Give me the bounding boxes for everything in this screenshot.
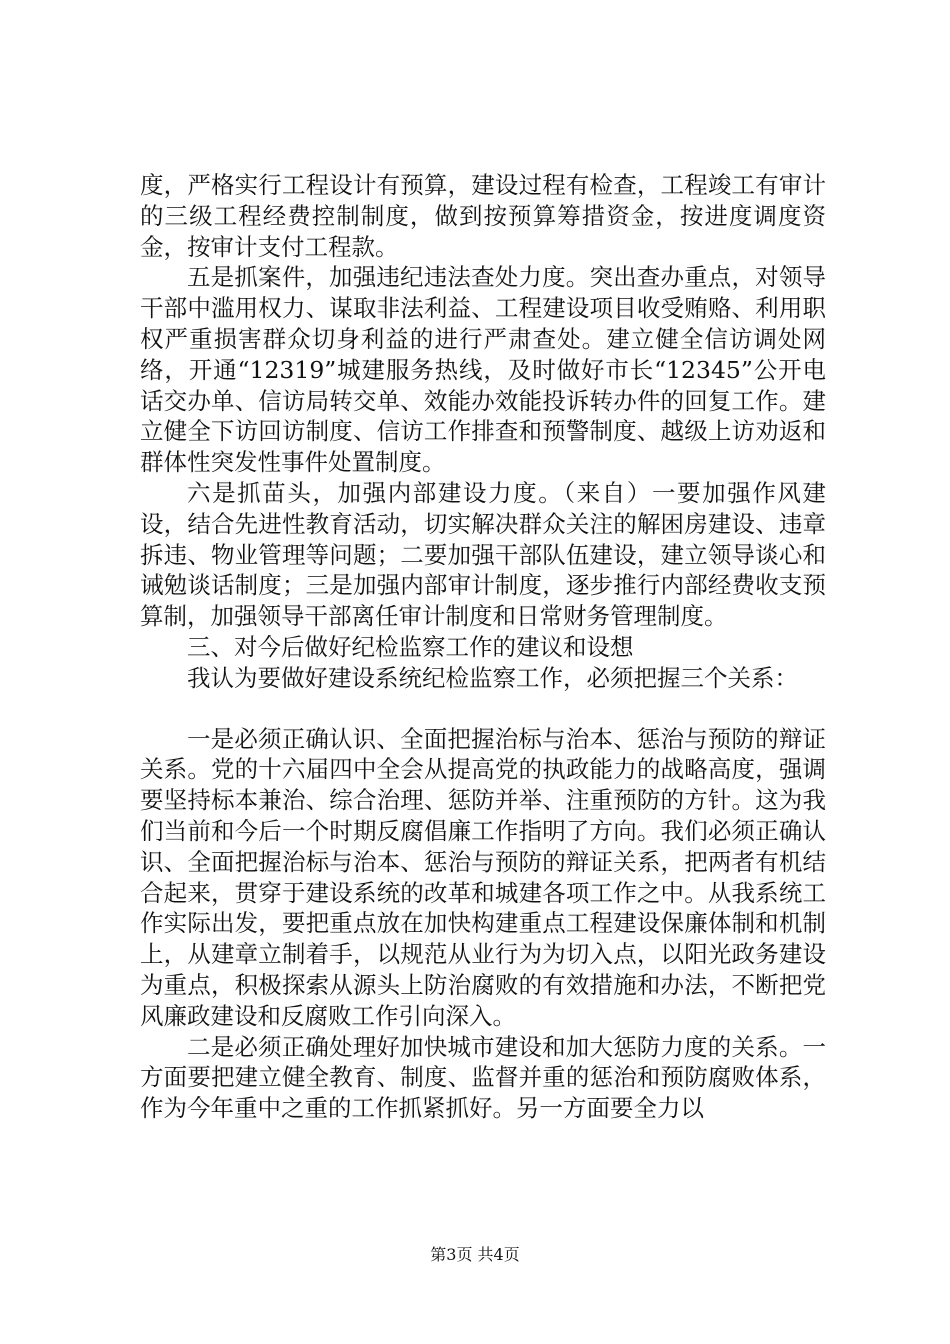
page-number-footer: 第3页 共4页: [430, 1245, 520, 1264]
paragraph-gap: [140, 694, 826, 724]
paragraph-continuation: 度，严格实行工程设计有预算，建设过程有检查，工程竣工有审计的三级工程经费控制制度，做到按预算筹措资金，按进度调度资金，按审计支付工程款。: [140, 171, 826, 261]
paragraph-relation-one: 一是必须正确认识、全面把握治标与治本、惩治与预防的辩证关系。党的十六届四中全会从提高党的执政能力的战略高度，强调要坚持标本兼治、综合治理、惩防并举、注重预防的方针。这为我们当前和今后一个时期反腐倡廉工作指明了方向。我们必须正确认识、全面把握治标与治本、惩治与预防的辩证关系，把两者有机结合起来，贯穿于建设系统的改革和城建各项工作之中。从我系统工作实际出发，要把重点放在加快构建重点工程建设保廉体制和机制上，从建章立制着手，以规范从业行为为切入点，以阳光政务建设为重点，积极探索从源头上防治腐败的有效措施和办法，不断把党风廉政建设和反腐败工作引向深入。: [140, 724, 826, 1030]
paragraph-internal-building: 六是抓苗头，加强内部建设力度。（来自）一要加强作风建设，结合先进性教育活动，切实解决群众关注的解困房建设、违章拆违、物业管理等问题；二要加强干部队伍建设，建立领导谈心和诫勉谈话制度；三是加强内部审计制度，逐步推行内部经费收支预算制，加强领导干部离任审计制度和日常财务管理制度。: [140, 478, 826, 631]
paragraph-three-relations: 我认为要做好建设系统纪检监察工作，必须把握三个关系：: [187, 663, 798, 692]
paragraph-case-handling: 五是抓案件，加强违纪违法查处力度。突出查办重点，对领导干部中滥用权力、谋取非法利益、工程建设项目收受贿赂、利用职权严重损害群众切身利益的进行严肃查处。建立健全信访调处网络，开通“12319”城建服务热线，及时做好市长“12345”公开电话交办单、信访局转交单、效能办效能投诉转办件的回复工作。建立健全下访回访制度、信访工作排查和预警制度、越级上访劝返和群体性突发性事件处置制度。: [140, 263, 826, 477]
body-text: [140, 170, 826, 1124]
paragraph-relation-two: 二是必须正确处理好加快城市建设和加大惩防力度的关系。一方面要把建立健全教育、制度、监督并重的惩治和预防腐败体系，作为今年重中之重的工作抓紧抓好。另一方面要全力以: [140, 1032, 826, 1123]
section-heading: 三、对今后做好纪检监察工作的建议和设想: [187, 632, 634, 661]
